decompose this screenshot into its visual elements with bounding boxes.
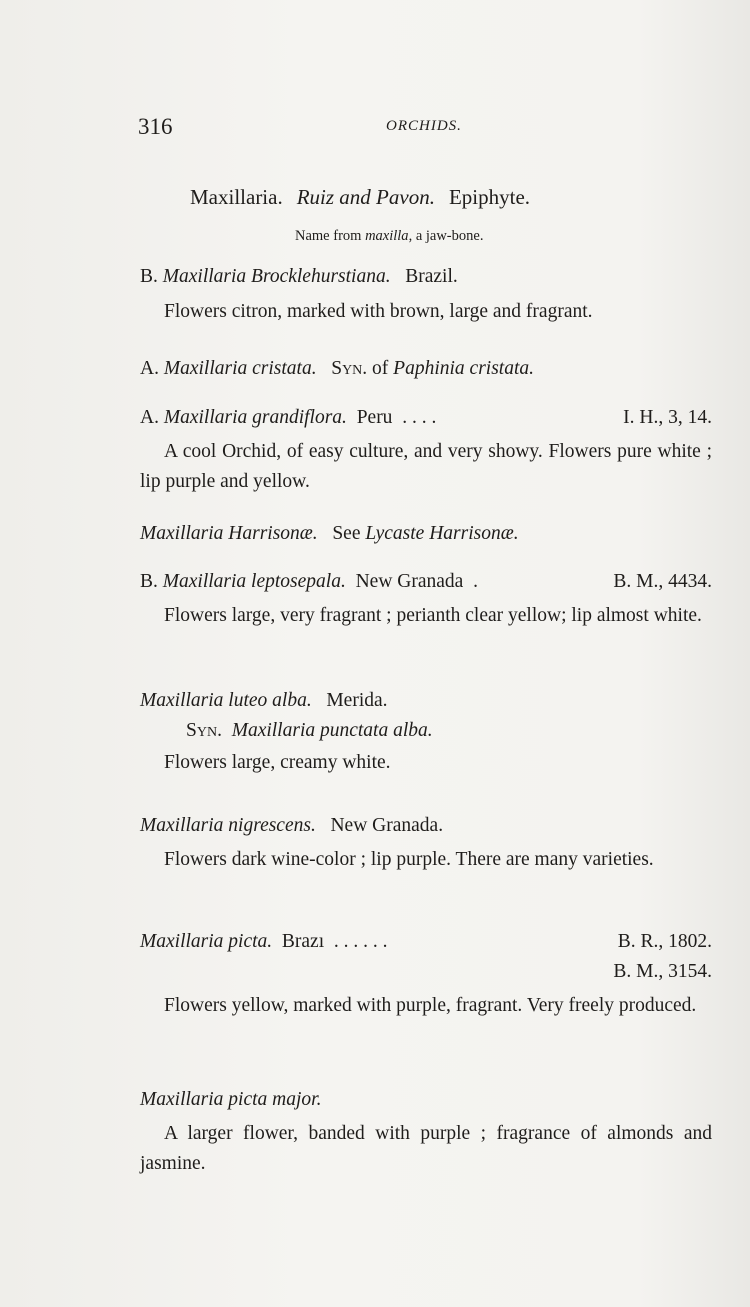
- entry-picta: Maxillaria picta. Brazı . . . . . . B. R., 1802. B. M., 3154. Flowers yellow, marked with purple, fragrant. Very freely produced.: [140, 927, 712, 1021]
- entry-description: A larger flower, banded with purple ; fragrance of almonds and jasmine.: [140, 1123, 712, 1174]
- genus-etymology: Name from maxilla, a jaw-bone.: [295, 228, 484, 244]
- page-number: 316: [138, 114, 173, 139]
- entry-picta-major: Maxillaria picta major. A larger flower, banded with purple ; fragrance of almonds and jasmine.: [140, 1085, 712, 1179]
- entry-brocklehurstiana: B. Maxillaria Brocklehurstiana. Brazil. Flowers citron, marked with brown, large and fragrant.: [140, 262, 712, 327]
- entry-description: Flowers citron, marked with brown, large and fragrant.: [164, 301, 593, 322]
- entry-luteo-alba: Maxillaria luteo alba. Merida. Syn. Maxillaria punctata alba. Flowers large, creamy white.: [140, 686, 712, 778]
- genus-authority: Ruiz and Pavon.: [296, 185, 435, 209]
- entry-nigrescens: Maxillaria nigrescens. New Granada. Flowers dark wine-color ; lip purple. There are many varieties.: [140, 811, 712, 875]
- entry-description: Flowers yellow, marked with purple, fragrant. Very freely produced.: [164, 995, 697, 1016]
- page-header: [138, 114, 713, 150]
- plate-reference: B. R., 1802.: [617, 931, 712, 952]
- entry-cristata: A. Maxillaria cristata. Syn. of Paphinia cristata.: [140, 358, 535, 379]
- entry-grandiflora: A. Maxillaria grandiflora. Peru . . . . I. H., 3, 14. A cool Orchid, of easy culture, and very showy. Flowers pure white ; lip purple and yellow.: [140, 403, 712, 497]
- entry-leptosepala: B. Maxillaria leptosepala. New Granada . B. M., 4434. Flowers large, very fragrant ; perianth clear yellow; lip almost white.: [140, 567, 712, 631]
- entry-description: Flowers large, creamy white.: [164, 752, 391, 773]
- plate-reference: B. M., 3154.: [613, 961, 712, 982]
- running-title: ORCHIDS.: [386, 118, 462, 134]
- plate-reference: I. H., 3, 14.: [623, 407, 712, 428]
- plate-reference: B. M., 4434.: [613, 571, 712, 592]
- genus-name: Maxillaria.: [190, 185, 283, 209]
- genus-heading: [190, 185, 530, 210]
- entry-description: A cool Orchid, of easy culture, and very showy. Flowers pure white ; lip purple and yellow.: [140, 441, 712, 492]
- entry-harrisonae: Maxillaria Harrisonæ. See Lycaste Harrisonæ.: [140, 523, 519, 544]
- entry-description: Flowers dark wine-color ; lip purple. There are many varieties.: [164, 849, 654, 870]
- genus-habit: Epiphyte.: [448, 185, 531, 209]
- entry-description: Flowers large, very fragrant ; perianth clear yellow; lip almost white.: [164, 605, 702, 626]
